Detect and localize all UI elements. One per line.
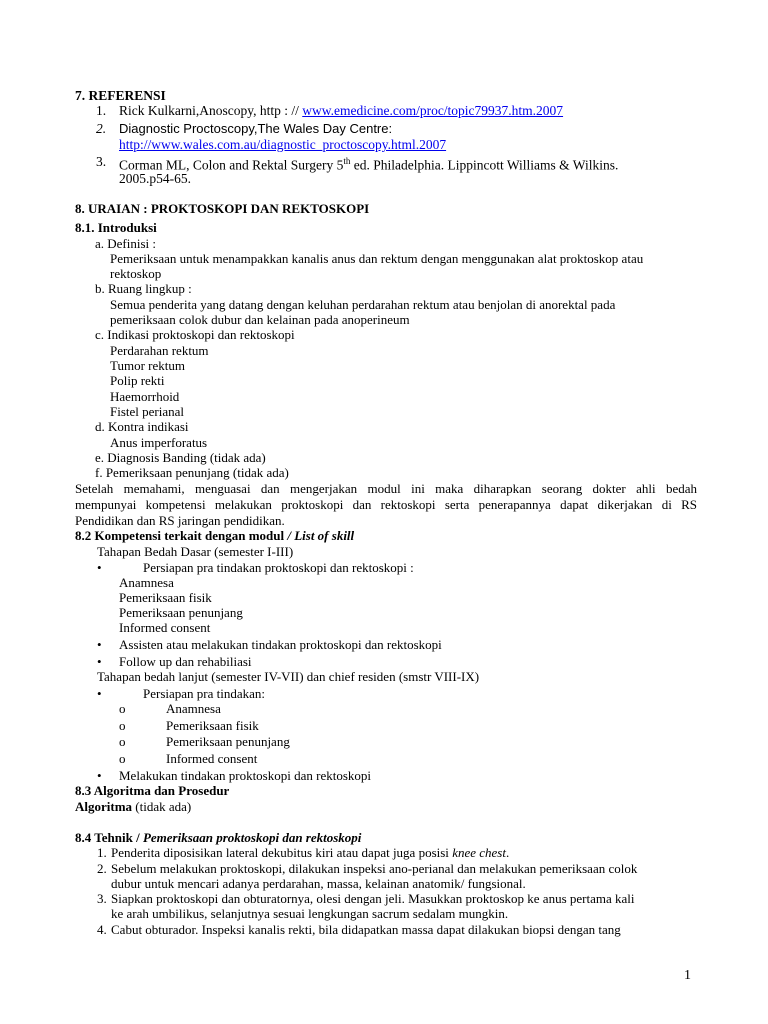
step-number: 2. bbox=[97, 861, 107, 876]
ref-1 bbox=[119, 103, 563, 118]
skill-bullet: Melakukan tindakan proktoskopi dan rektoskopi bbox=[119, 768, 372, 783]
bullet-icon: • bbox=[97, 686, 102, 701]
diagnosis-banding-label: e. Diagnosis Banding (tidak ada) bbox=[95, 450, 266, 465]
skill-sub-item: Pemeriksaan fisik bbox=[119, 590, 212, 605]
definisi-text-1: Pemeriksaan untuk menampakkan kanalis anus dan rektum dengan menggunakan alat proktoskop atau bbox=[110, 251, 644, 266]
ruang-lingkup-text-1: Semua penderita yang datang dengan keluhan perdarahan rektum atau benjolan di anorektal pada bbox=[110, 297, 616, 312]
sub-bullet-icon: o bbox=[119, 718, 126, 733]
indikasi-item: Haemorrhoid bbox=[110, 389, 180, 404]
ref-1-number: 1. bbox=[96, 103, 107, 118]
bullet-icon: • bbox=[97, 654, 102, 669]
algoritma-label: Algoritma bbox=[75, 799, 133, 814]
skill-sub-item: Anamnesa bbox=[166, 701, 221, 716]
ruang-lingkup-label: b. Ruang lingkup : bbox=[95, 281, 192, 296]
step-2-line-2: dubur untuk mencari adanya perdarahan, massa, kelainan anatomik/ fungsional. bbox=[111, 876, 526, 891]
definisi-label: a. Definisi : bbox=[95, 236, 157, 251]
page-number: 1 bbox=[684, 968, 691, 983]
step-number: 4. bbox=[97, 922, 107, 937]
step-number: 1. bbox=[97, 845, 107, 860]
definisi-text-2: rektoskop bbox=[110, 266, 162, 281]
skill-sub-item: Pemeriksaan fisik bbox=[166, 718, 259, 733]
skill-sub-item: Informed consent bbox=[119, 620, 211, 635]
algoritma-line bbox=[75, 799, 191, 814]
section-8-3-heading: 8.3 Algoritma dan Prosedur bbox=[75, 783, 230, 798]
ref-1-text: Rick Kulkarni,Anoscopy, http : // bbox=[119, 103, 303, 118]
ref-3-text-a: Corman ML, Colon and Rektal Surgery 5 bbox=[119, 157, 344, 173]
ref-3-number: 3. bbox=[96, 154, 107, 169]
section-8-4-heading bbox=[75, 830, 361, 845]
indikasi-item: Polip rekti bbox=[110, 373, 165, 388]
kontra-indikasi-label: d. Kontra indikasi bbox=[95, 419, 189, 434]
section-8-4-title: 8.4 Tehnik / bbox=[75, 830, 143, 845]
ref-2-link[interactable]: http://www.wales.com.au/diagnostic_proctoscopy.html.2007 bbox=[119, 137, 447, 152]
bullet-icon: • bbox=[97, 637, 102, 652]
kontra-indikasi-item: Anus imperforatus bbox=[110, 435, 208, 450]
sub-bullet-icon: o bbox=[119, 734, 126, 749]
skill-bullet: Assisten atau melakukan tindakan proktoskopi dan rektoskopi bbox=[119, 637, 442, 652]
section-8-2-heading bbox=[75, 528, 354, 543]
step-1-italic: knee chest bbox=[452, 845, 506, 860]
sub-bullet-icon: o bbox=[119, 701, 126, 716]
step-1-end: . bbox=[505, 845, 510, 860]
step-4-line-1: Cabut obturador. Inspeksi kanalis rekti, bila didapatkan massa dapat dilakukan biopsi dengan tang bbox=[111, 922, 621, 937]
indikasi-label: c. Indikasi proktoskopi dan rektoskopi bbox=[95, 327, 295, 342]
section-8-2-title: 8.2 Kompetensi terkait dengan modul bbox=[75, 528, 288, 543]
step-3-line-2: ke arah umbilikus, selanjutnya sesuai lengkungan sacrum sedalam mungkin. bbox=[111, 906, 509, 921]
indikasi-item: Fistel perianal bbox=[110, 404, 185, 419]
skill-sub-item: Informed consent bbox=[166, 751, 258, 766]
intro-paragraph-line-2: mempunyai kompetensi melakukan proktoskopi dan rektoskopi serta penerapannya dapat dikerjakan di RS bbox=[75, 497, 697, 512]
step-1 bbox=[111, 845, 509, 860]
ref-3-line-1 bbox=[119, 154, 618, 173]
references-heading: 7. REFERENSI bbox=[75, 88, 166, 103]
ref-2-number: 2. bbox=[96, 121, 107, 136]
bullet-icon: • bbox=[97, 560, 102, 575]
skill-sub-item: Pemeriksaan penunjang bbox=[119, 605, 243, 620]
bullet-icon: • bbox=[97, 768, 102, 783]
ref-3-sup: th bbox=[343, 156, 351, 166]
intro-paragraph-line-1: Setelah memahami, menguasai dan mengerjakan modul ini maka diharapkan seorang dokter ahli bedah bbox=[75, 481, 697, 496]
section-8-heading: 8. URAIAN : PROKTOSKOPI DAN REKTOSKOPI bbox=[75, 201, 370, 216]
ref-2-text: Diagnostic Proctoscopy,The Wales Day Centre: bbox=[119, 121, 393, 136]
step-1-text: Penderita diposisikan lateral dekubitus kiri atau dapat juga posisi bbox=[111, 845, 453, 860]
step-2-line-1: Sebelum melakukan proktoskopi, dilakukan inspeksi ano-perianal dan melakukan pemeriksaan colok bbox=[111, 861, 638, 876]
section-8-4-title-italic: Pemeriksaan proktoskopi dan rektoskopi bbox=[142, 830, 362, 845]
intro-paragraph-line-3: Pendidikan dan RS jaringan pendidikan. bbox=[75, 513, 285, 528]
tahapan-lanjut: Tahapan bedah lanjut (semester IV-VII) dan chief residen (smstr VIII-IX) bbox=[97, 669, 480, 684]
skill-bullet: Persiapan pra tindakan: bbox=[143, 686, 266, 701]
ref-1-link[interactable]: www.emedicine.com/proc/topic79937.htm.2007 bbox=[302, 103, 564, 118]
section-8-1-heading: 8.1. Introduksi bbox=[75, 220, 157, 235]
indikasi-item: Perdarahan rektum bbox=[110, 343, 209, 358]
skill-bullet: Follow up dan rehabiliasi bbox=[119, 654, 252, 669]
step-number: 3. bbox=[97, 891, 107, 906]
pemeriksaan-penunjang-label: f. Pemeriksaan penunjang (tidak ada) bbox=[95, 465, 289, 480]
sub-bullet-icon: o bbox=[119, 751, 126, 766]
indikasi-item: Tumor rektum bbox=[110, 358, 185, 373]
ref-3-line-2: 2005.p54-65. bbox=[119, 171, 191, 186]
section-8-2-title-italic: / List of skill bbox=[287, 528, 355, 543]
step-3-line-1: Siapkan proktoskopi dan obturatornya, olesi dengan jeli. Masukkan proktoskop ke anus pertama kali bbox=[111, 891, 635, 906]
algoritma-value: (tidak ada) bbox=[132, 799, 192, 814]
ref-3-text-b: ed. Philadelphia. Lippincott Williams & Wilkins. bbox=[350, 157, 619, 173]
ruang-lingkup-text-2: pemeriksaan colok dubur dan kelainan pada anoperineum bbox=[110, 312, 410, 327]
skill-sub-item: Anamnesa bbox=[119, 575, 174, 590]
tahapan-dasar: Tahapan Bedah Dasar (semester I-III) bbox=[97, 544, 294, 559]
skill-bullet: Persiapan pra tindakan proktoskopi dan rektoskopi : bbox=[143, 560, 414, 575]
skill-sub-item: Pemeriksaan penunjang bbox=[166, 734, 290, 749]
